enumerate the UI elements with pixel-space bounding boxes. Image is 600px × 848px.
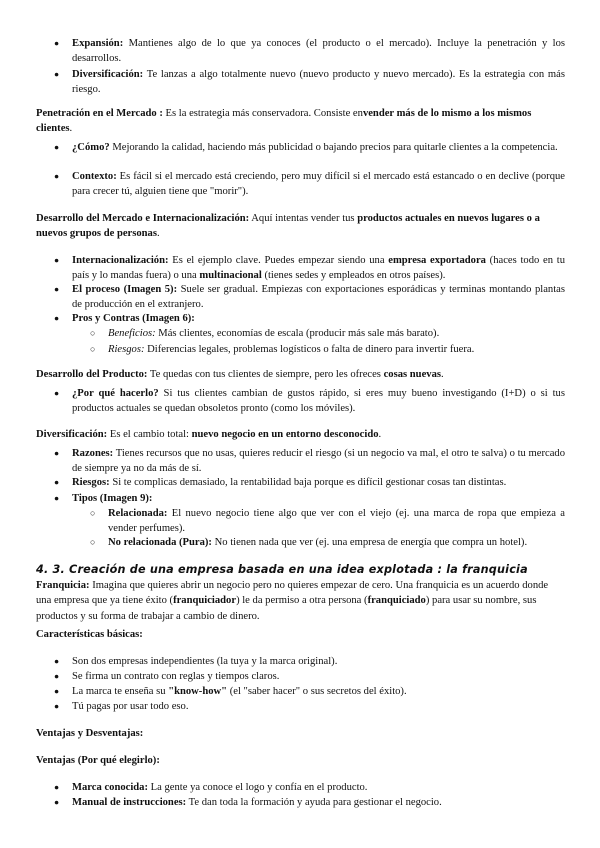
paragraph-diversificacion: Diversificación: Es el cambio total: nuevo negocio en un entorno desconocido. bbox=[36, 429, 382, 440]
list-item: ● Tipos (Imagen 9): bbox=[72, 491, 565, 506]
paragraph-penetracion: Penetración en el Mercado : Es la estrategia más conservadora. Consiste envender más de lo mismo a los mismos clientes. bbox=[36, 108, 532, 135]
list-item: ● Diversificación: Te lanzas a algo totalmente nuevo (nuevo producto y nuevo mercado). Es la estrategia con más riesgo. bbox=[72, 67, 565, 98]
list-item: ● Contexto: Es fácil si el mercado está creciendo, pero muy difícil si el mercado está estancado o en declive (porque para crecer tú, alguien tiene que "morir"). bbox=[72, 169, 565, 200]
list-item: ● Razones: Tienes recursos que no usas, quieres reducir el riesgo (si un negocio va mal, el otro te salva) o tu mercado de siempre ya no da más de sí. bbox=[72, 446, 565, 477]
subheading-caracteristicas: Características básicas: bbox=[36, 629, 143, 640]
list-item: ● Son dos empresas independientes (la tuya y la marca original). bbox=[72, 654, 565, 669]
list-item: ● Marca conocida: La gente ya conoce el logo y confía en el producto. bbox=[72, 780, 565, 795]
list-item: ● ¿Por qué hacerlo? Si tus clientes cambian de gustos rápido, si eres muy bueno investigando (I+D) o si tus productos actuales se quedan obsoletos pronto (como los móviles). bbox=[72, 386, 565, 417]
list-item: ● Se firma un contrato con reglas y tiempos claros. bbox=[72, 669, 565, 684]
paragraph-desarrollo-mercado: Desarrollo del Mercado e Internacionalización: Aquí intentas vender tus productos actuales en nuevos lugares o a nuevos grupos de personas. bbox=[36, 213, 540, 240]
sub-list-item: ○ Riesgos: Diferencias legales, problemas logísticos o falta de dinero para invertir fuera. bbox=[108, 342, 565, 357]
list-item: ● ¿Cómo? Mejorando la calidad, haciendo más publicidad o bajando precios para quitarle clientes a la competencia. bbox=[72, 140, 565, 155]
paragraph-desarrollo-producto: Desarrollo del Producto: Te quedas con tus clientes de siempre, pero les ofreces cosas nuevas. bbox=[36, 369, 444, 380]
paragraph-franquicia: Franquicia: Imagina que quieres abrir un negocio pero no quieres empezar de cero. Una franquicia es un acuerdo donde una empresa que ya tiene éxito (franquiciador) le da permiso a otra persona (franquiciado) para usar su nombre, sus productos y su forma de trabajar a cambio de dinero. bbox=[36, 580, 549, 622]
sub-list-item: ○ Beneficios: Más clientes, economías de escala (producir más sale más barato). bbox=[108, 326, 565, 341]
list-item: ● Manual de instrucciones: Te dan toda la formación y ayuda para gestionar el negocio. bbox=[72, 795, 565, 810]
sub-list-item: ○ Relacionada: El nuevo negocio tiene algo que ver con el viejo (ej. una marca de ropa que empieza a vender perfumes). bbox=[108, 506, 565, 537]
section-heading: 4. 3. Creación de una empresa basada en una idea explotada : la franquicia bbox=[36, 563, 528, 576]
list-item: ● Internacionalización: Es el ejemplo clave. Puedes empezar siendo una empresa exportadora (haces todo en tu país y lo mandas fuera) o una multinacional (tienes sedes y empleados en otros países). bbox=[72, 253, 565, 284]
list-item: ● Pros y Contras (Imagen 6): bbox=[72, 311, 565, 326]
list-item: ● El proceso (Imagen 5): Suele ser gradual. Empiezas con exportaciones esporádicas y terminas montando plantas de producción en el extranjero. bbox=[72, 282, 565, 313]
list-item: ● Tú pagas por usar todo eso. bbox=[72, 699, 565, 714]
sub-list-item: ○ No relacionada (Pura): No tienen nada que ver (ej. una empresa de energía que compra un hotel). bbox=[108, 535, 565, 550]
list-item: ● La marca te enseña su "know-how" (el "saber hacer" o sus secretos del éxito). bbox=[72, 684, 565, 699]
subheading-ventajas: Ventajas (Por qué elegirlo): bbox=[36, 755, 160, 766]
list-item: ● Expansión: Mantienes algo de lo que ya conoces (el producto o el mercado). Incluye la penetración y los desarrollos. bbox=[72, 36, 565, 67]
subheading-ventajas-desventajas: Ventajas y Desventajas: bbox=[36, 728, 144, 739]
list-item: ● Riesgos: Si te complicas demasiado, la rentabilidad baja porque es difícil gestionar cosas tan distintas. bbox=[72, 475, 565, 490]
